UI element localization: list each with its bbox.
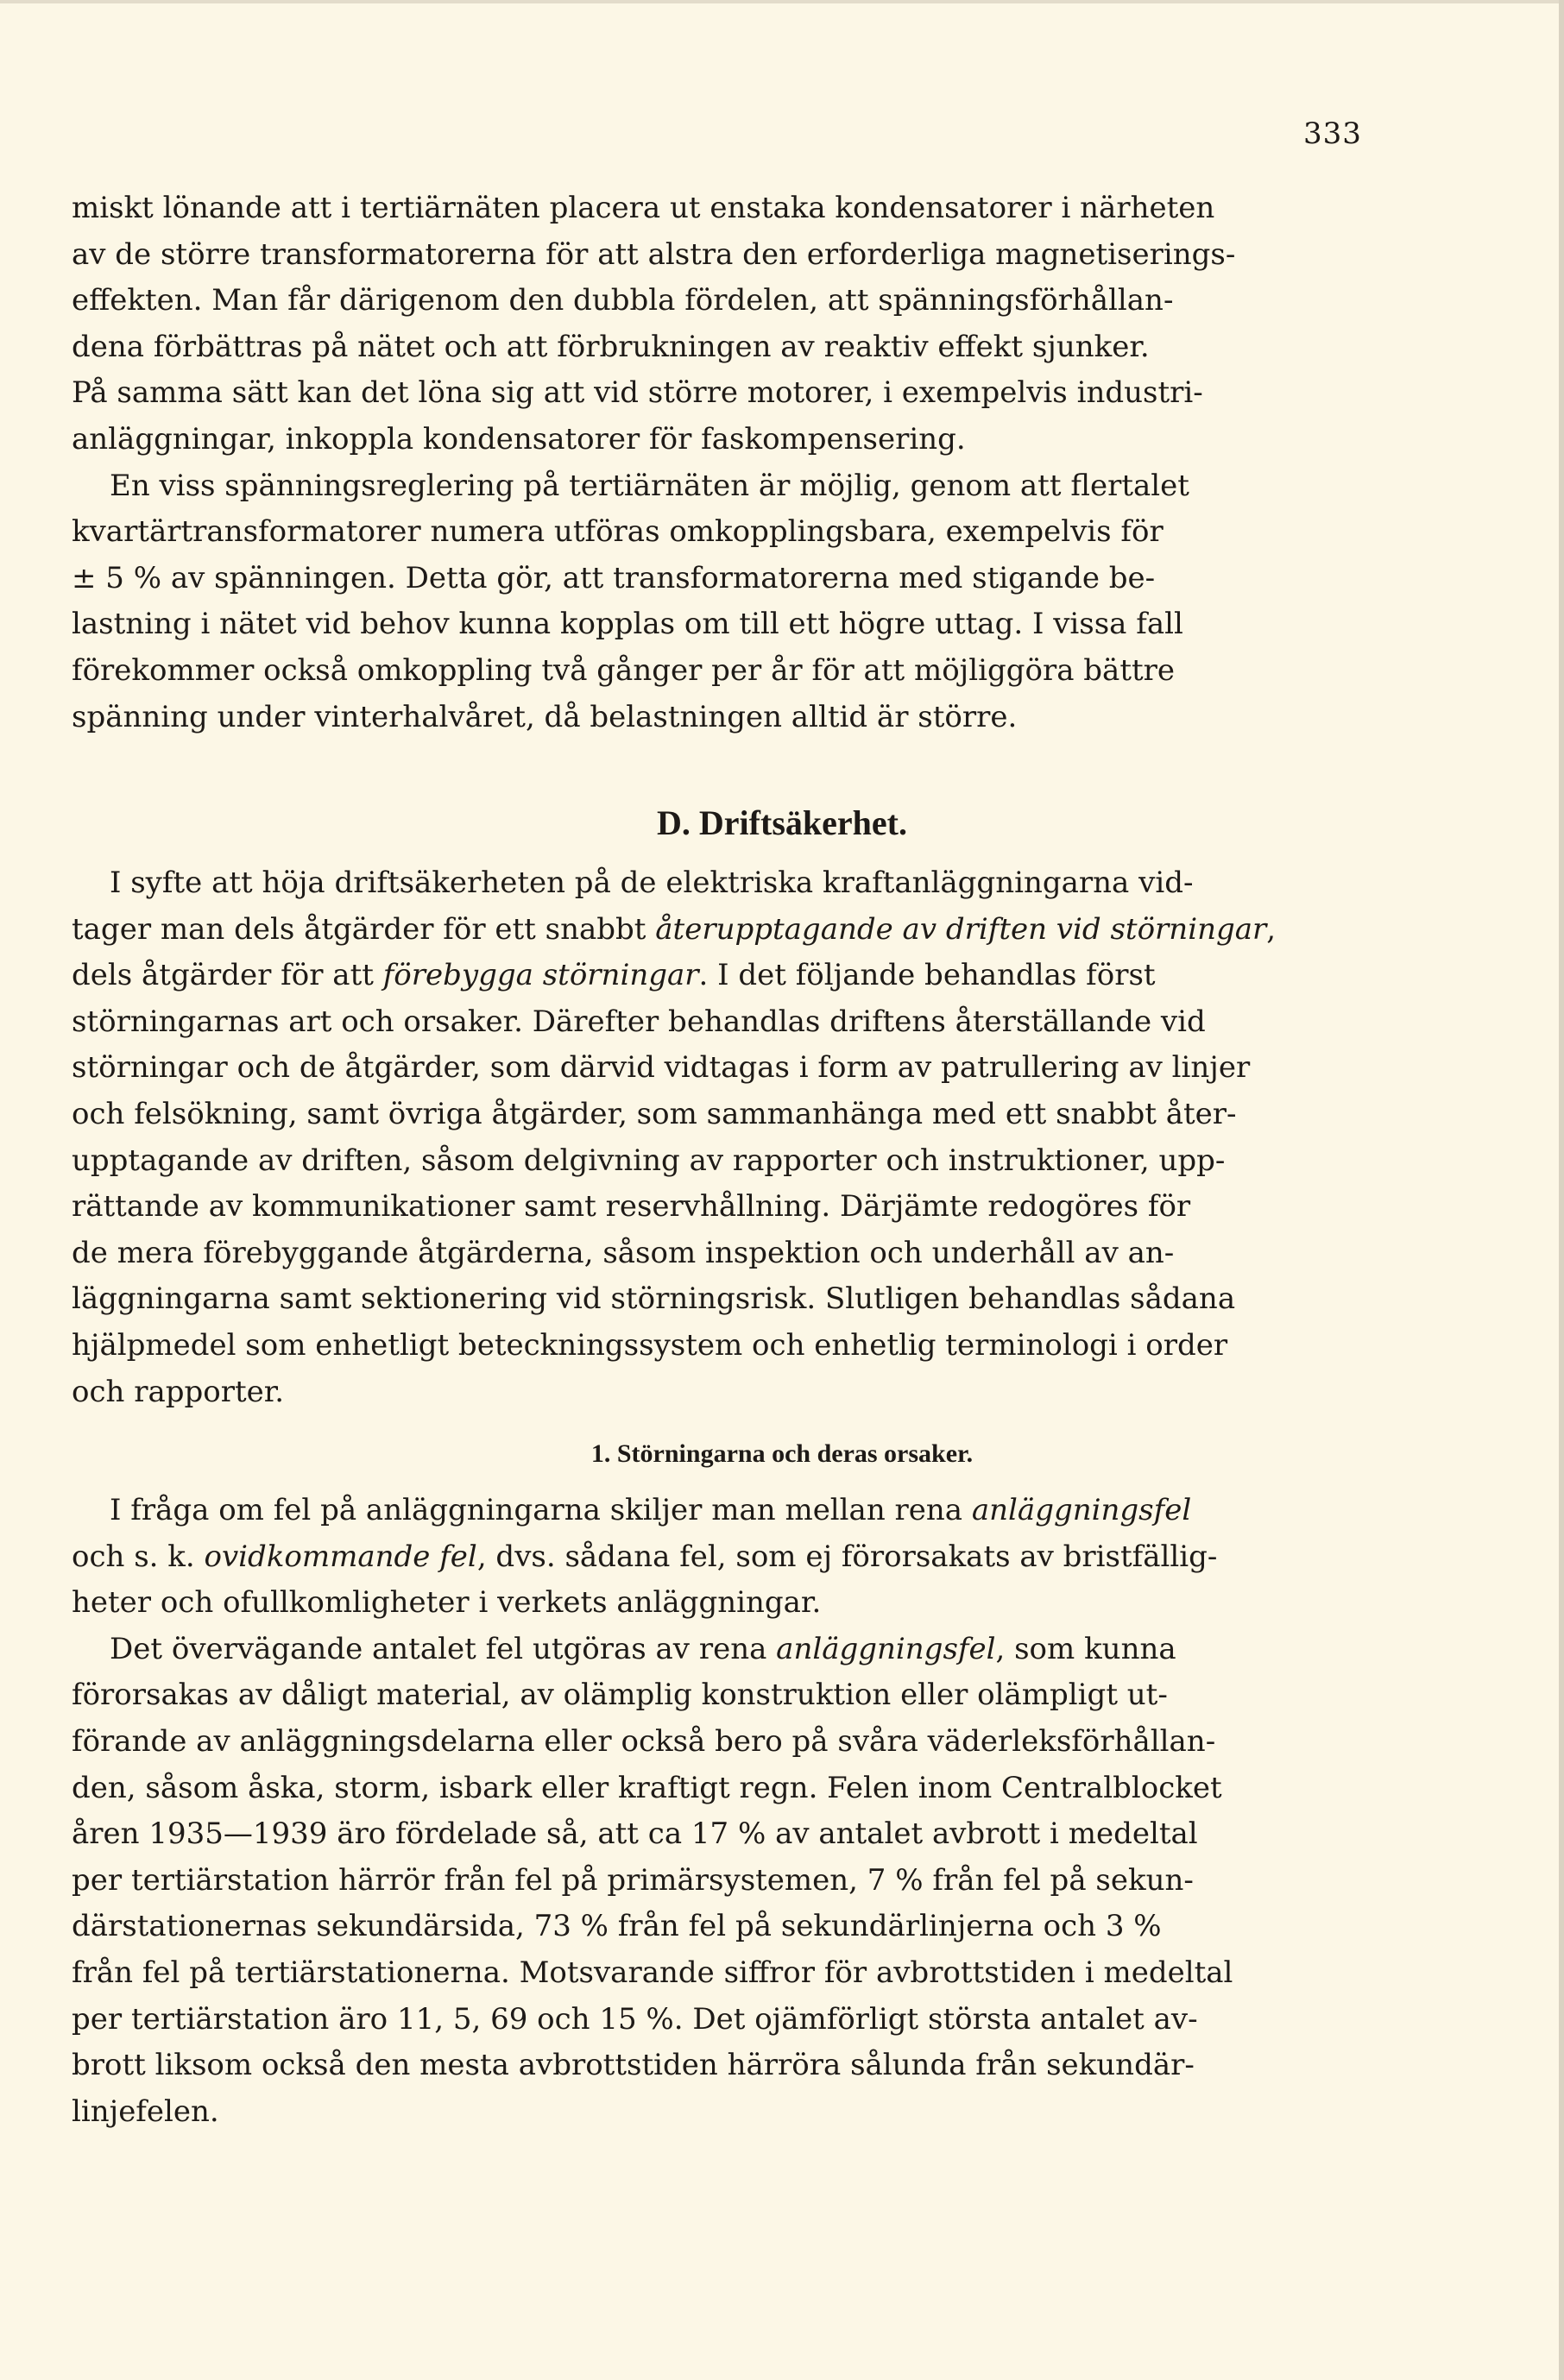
text-line bbox=[72, 2089, 1364, 2136]
text-segment: . I det följande behandlas först bbox=[698, 958, 1156, 993]
text-segment: från fel på tertiärstationerna. Motsvarande siffror för avbrottstiden i medeltal bbox=[72, 1955, 1233, 1990]
text-segment: , som kunna bbox=[995, 1631, 1176, 1666]
text-line bbox=[72, 1534, 1364, 1581]
text-line: dena förbättras på nätet och att förbrukningen av reaktiv effekt sjunker. bbox=[72, 329, 1150, 364]
page-edge-right bbox=[1559, 0, 1564, 2380]
text-line bbox=[72, 1580, 1364, 1627]
text-line bbox=[72, 2043, 1364, 2089]
text-line bbox=[72, 860, 1364, 907]
subsection-heading-1: 1. Störningarna och deras orsaker. bbox=[590, 1439, 974, 1468]
emphasized-text: anläggningsfel bbox=[776, 1631, 996, 1666]
emphasized-text: ovidkommande fel bbox=[204, 1539, 477, 1574]
text-segment: åren 1935—1939 äro fördelade så, att ca 17 % av antalet avbrott i medeltal bbox=[72, 1816, 1198, 1852]
text-segment: förorsakas av dåligt material, av olämplig konstruktion eller olämpligt ut- bbox=[72, 1678, 1168, 1713]
text-line: ± 5 % av spänningen. Detta gör, att transformatorerna med stigande be- bbox=[72, 560, 1156, 595]
text-line bbox=[72, 1811, 1364, 1858]
text-line: spänning under vinterhalvåret, då belastningen alltid är större. bbox=[72, 699, 1018, 734]
text-segment: linjefelen. bbox=[72, 2094, 219, 2129]
text-line bbox=[72, 1672, 1364, 1719]
text-line: anläggningar, inkoppla kondensatorer för faskompensering. bbox=[72, 421, 966, 456]
text-segment: och rapporter. bbox=[72, 1374, 285, 1409]
text-line: En viss spänningsreglering på tertiärnäten är möjlig, genom att flertalet bbox=[110, 468, 1189, 503]
text-line bbox=[72, 1488, 1364, 1534]
text-segment: störningarnas art och orsaker. Därefter behandlas driftens återställande vid bbox=[72, 1004, 1206, 1039]
text-segment: , bbox=[1266, 911, 1277, 947]
section-heading-d: D. Driftsäkerhet. bbox=[657, 803, 907, 842]
page-number: 333 bbox=[1303, 116, 1362, 151]
text-segment: läggningarna samt sektionering vid störningsrisk. Slutligen behandlas sådana bbox=[72, 1281, 1236, 1317]
text-line bbox=[72, 1858, 1364, 1905]
text-line: På samma sätt kan det löna sig att vid större motorer, i exempelvis industri- bbox=[72, 375, 1203, 411]
text-segment: rättande av kommunikationer samt reservhållning. Därjämte redogöres för bbox=[72, 1189, 1191, 1225]
text-line: kvartärtransformatorer numera utföras omkopplingsbara, exempelvis för bbox=[72, 514, 1164, 550]
text-segment: per tertiärstation äro 11, 5, 69 och 15 %. Det ojämförligt största antalet av- bbox=[72, 2001, 1198, 2037]
text-line bbox=[72, 953, 1364, 999]
text-line bbox=[72, 1231, 1364, 1277]
text-segment: , dvs. sådana fel, som ej förorsakats av bristfällig- bbox=[476, 1539, 1218, 1574]
text-line bbox=[72, 999, 1364, 1046]
text-segment: dels åtgärder för att bbox=[72, 958, 383, 993]
text-segment: Det övervägande antalet fel utgöras av rena bbox=[110, 1631, 777, 1666]
text-line bbox=[72, 1369, 1364, 1416]
text-segment: tager man dels åtgärder för ett snabbt bbox=[72, 911, 656, 947]
text-segment: den, såsom åska, storm, isbark eller kraftigt regn. Felen inom Centralblocket bbox=[72, 1770, 1222, 1805]
text-line bbox=[72, 1138, 1364, 1185]
text-line: miskt lönande att i tertiärnäten placera ut enstaka kondensatorer i närheten bbox=[72, 191, 1215, 225]
page-edge-top bbox=[0, 0, 1564, 3]
text-segment: I fråga om fel på anläggningarna skiljer man mellan rena bbox=[110, 1493, 972, 1527]
text-segment: upptagande av driften, såsom delgivning av rapporter och instruktioner, upp- bbox=[72, 1143, 1226, 1178]
text-line: av de större transformatorerna för att alstra den erforderliga magnetiserings- bbox=[72, 236, 1236, 272]
text-line bbox=[72, 1276, 1364, 1323]
text-line bbox=[72, 1719, 1364, 1766]
text-segment: störningar och de åtgärder, som därvid vidtagas i form av patrullering av linjer bbox=[72, 1050, 1251, 1086]
text-line: förekommer också omkoppling två gånger per år för att möjliggöra bättre bbox=[72, 652, 1176, 688]
emphasized-text: återupptagande av driften vid störningar bbox=[655, 911, 1267, 947]
text-line bbox=[72, 1323, 1364, 1369]
text-line bbox=[72, 1904, 1364, 1950]
text-segment: per tertiärstation härrör från fel på primärsystemen, 7 % från fel på sekun- bbox=[72, 1862, 1194, 1898]
text-segment: hjälpmedel som enhetligt beteckningssystem och enhetlig terminologi i order bbox=[72, 1327, 1228, 1363]
text-line: lastning i nätet vid behov kunna kopplas om till ett högre uttag. I vissa fall bbox=[72, 607, 1183, 642]
text-segment: I syfte att höja driftsäkerheten på de elektriska kraftanläggningarna vid- bbox=[110, 866, 1194, 900]
text-line bbox=[72, 1184, 1364, 1231]
emphasized-text: anläggningsfel bbox=[971, 1493, 1192, 1527]
paragraph-block-1 bbox=[72, 186, 1364, 740]
text-line bbox=[72, 1997, 1364, 2043]
text-segment: brott liksom också den mesta avbrottstiden härröra sålunda från sekundär- bbox=[72, 2048, 1195, 2083]
text-line bbox=[72, 1092, 1364, 1138]
text-line: effekten. Man får därigenom den dubbla fördelen, att spänningsförhållan- bbox=[72, 283, 1174, 318]
text-line bbox=[72, 1627, 1364, 1673]
text-segment: förande av anläggningsdelarna eller också bero på svåra väderleksförhållan- bbox=[72, 1723, 1216, 1759]
text-segment: och felsökning, samt övriga åtgärder, som sammanhänga med ett snabbt åter- bbox=[72, 1096, 1237, 1131]
text-segment: heter och ofullkomligheter i verkets anläggningar. bbox=[72, 1585, 822, 1621]
paragraph-block-d bbox=[72, 860, 1364, 1415]
text-line bbox=[72, 907, 1364, 954]
paragraph-block-1-causes bbox=[72, 1488, 1364, 2135]
text-segment: och s. k. bbox=[72, 1539, 205, 1574]
text-segment: därstationernas sekundärsida, 73 % från fel på sekundärlinjerna och 3 % bbox=[72, 1909, 1162, 1944]
emphasized-text: förebygga störningar bbox=[382, 958, 699, 993]
text-line bbox=[72, 1950, 1364, 1997]
text-line bbox=[72, 1766, 1364, 1812]
text-segment: de mera förebyggande åtgärderna, såsom inspektion och underhåll av an- bbox=[72, 1235, 1175, 1270]
text-line bbox=[72, 1045, 1364, 1092]
